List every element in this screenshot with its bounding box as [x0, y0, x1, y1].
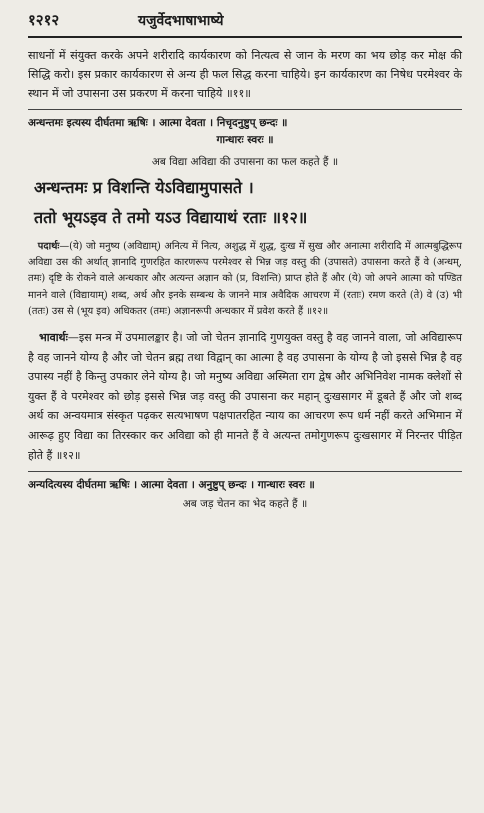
page-number: १२१२ — [28, 11, 60, 29]
bhavartha-label: भावार्थः — [39, 331, 68, 345]
padartha-paragraph — [28, 239, 462, 320]
padartha-label: पदार्थः — [37, 241, 60, 252]
mantra-12-rishi-line: अन्धन्तमः इत्यस्य दीर्घतमा ऋषिः । आत्मा देवता । निचृदनुष्टुप् छन्दः ॥ — [28, 117, 288, 129]
page-header — [28, 10, 462, 36]
mantra-12-line-2: ततो भूयऽइव ते तमो यऽउ विद्यायाथं रताः ॥१२॥ — [34, 208, 308, 227]
mantra-13-intro: अब जड़ चेतन का भेद कहते हैं ॥ — [182, 498, 308, 511]
padartha-text: —(ये) जो मनुष्य (अविद्याम्) अनित्य में नित्य, अशुद्ध में शुद्ध, दुःख में सुख और अनात्मा शरीरादि में आत्मबुद्धिरूप अविद्या उस की अर्थात् ज्ञानादि गुणरहित कारणरूप परमेश्वर से भिन्न जड़ वस्तु की (उपासते) उपासना करते हैं वे (अन्धम्, तमः) दृष्टि के रोकने वाले अन्धकार और अत्यन्त अज्ञान को (प्र, विशन्ति) प्राप्त होते हैं और (ये) जो अपने आत्मा को पण्डित मानने वाले (विद्यायाम्) शब्द, अर्थ और इनके सम्बन्ध के जानने मात्र अवैदिक आचरण में (रताः) रमण करते (ते) वे (उ) भी (ततः) उस से (भूय इव) अधिकतर (तमः) अज्ञानरूपी अन्धकार में प्रवेश करते हैं ॥१२॥ — [28, 241, 462, 317]
mantra-12-svara-line: गान्धारः स्वरः ॥ — [216, 134, 274, 146]
mantra-12-intro: अब विद्या अविद्या की उपासना का फल कहते हैं ॥ — [151, 156, 339, 168]
section-divider — [28, 109, 462, 110]
mantra-13-meta: अन्यदित्यस्य दीर्घतमा ऋषिः । आत्मा देवता । अनुष्टुप् छन्दः । गान्धारः स्वरः ॥ — [28, 479, 315, 492]
bhavartha-paragraph — [28, 328, 462, 465]
section-divider-2 — [28, 471, 462, 472]
bhavartha-text: —इस मन्त्र में उपमालङ्कार है। जो जो चेतन ज्ञानादि गुणयुक्त वस्तु है वह जानने वाला, जो अविद्यारूप है वह जानने योग्य है और जो चेतन ब्रह्म तथा विद्वान् का आत्मा है वह उपासना के योग्य है जो इससे भिन्न है वह उपास्य नहीं है किन्तु उपकार लेने योग्य है। जो मनुष्य अविद्या अस्मिता राग द्वेष और अभिनिवेश नामक क्लेशों से युक्त हैं वे परमेश्वर को छोड़ इससे भिन्न जड़ वस्तु की उपासना कर महान् दुःखसागर में डूबते हैं और जो शब्द अर्थ का अन्वयमात्र संस्कृत पढ़कर सत्यभाषण पक्षपातरहित न्याय का आचरण रूप धर्म नहीं करते अभिमान में आरूढ़ हुए विद्या का तिरस्कार कर अविद्या को ही मानते हैं वे अत्यन्त तमोगुणरूप दुःखसागर में निरन्तर पीड़ित होते हैं ॥१२॥ — [28, 331, 462, 462]
previous-bhavartha-text: साधनों में संयुक्त करके अपने शरीरादि कार्यकारण को नित्यत्व से जान के मरण का भय छोड़ कर मोक्ष की सिद्धि करो। इस प्रकार कार्यकारण से अन्य ही फल सिद्ध करना चाहिये। इन कार्यकारण का निषेध परमेश्वर के स्थान में जो उपासना उस प्रकरण में करना चाहिये ॥११॥ — [28, 49, 462, 100]
running-title: यजुर्वेदभाषाभाष्ये — [138, 13, 224, 29]
mantra-12-line-1: अन्धन्तमः प्र विशन्ति येऽविद्यामुपासते । — [34, 178, 254, 197]
header-rule — [28, 36, 462, 38]
